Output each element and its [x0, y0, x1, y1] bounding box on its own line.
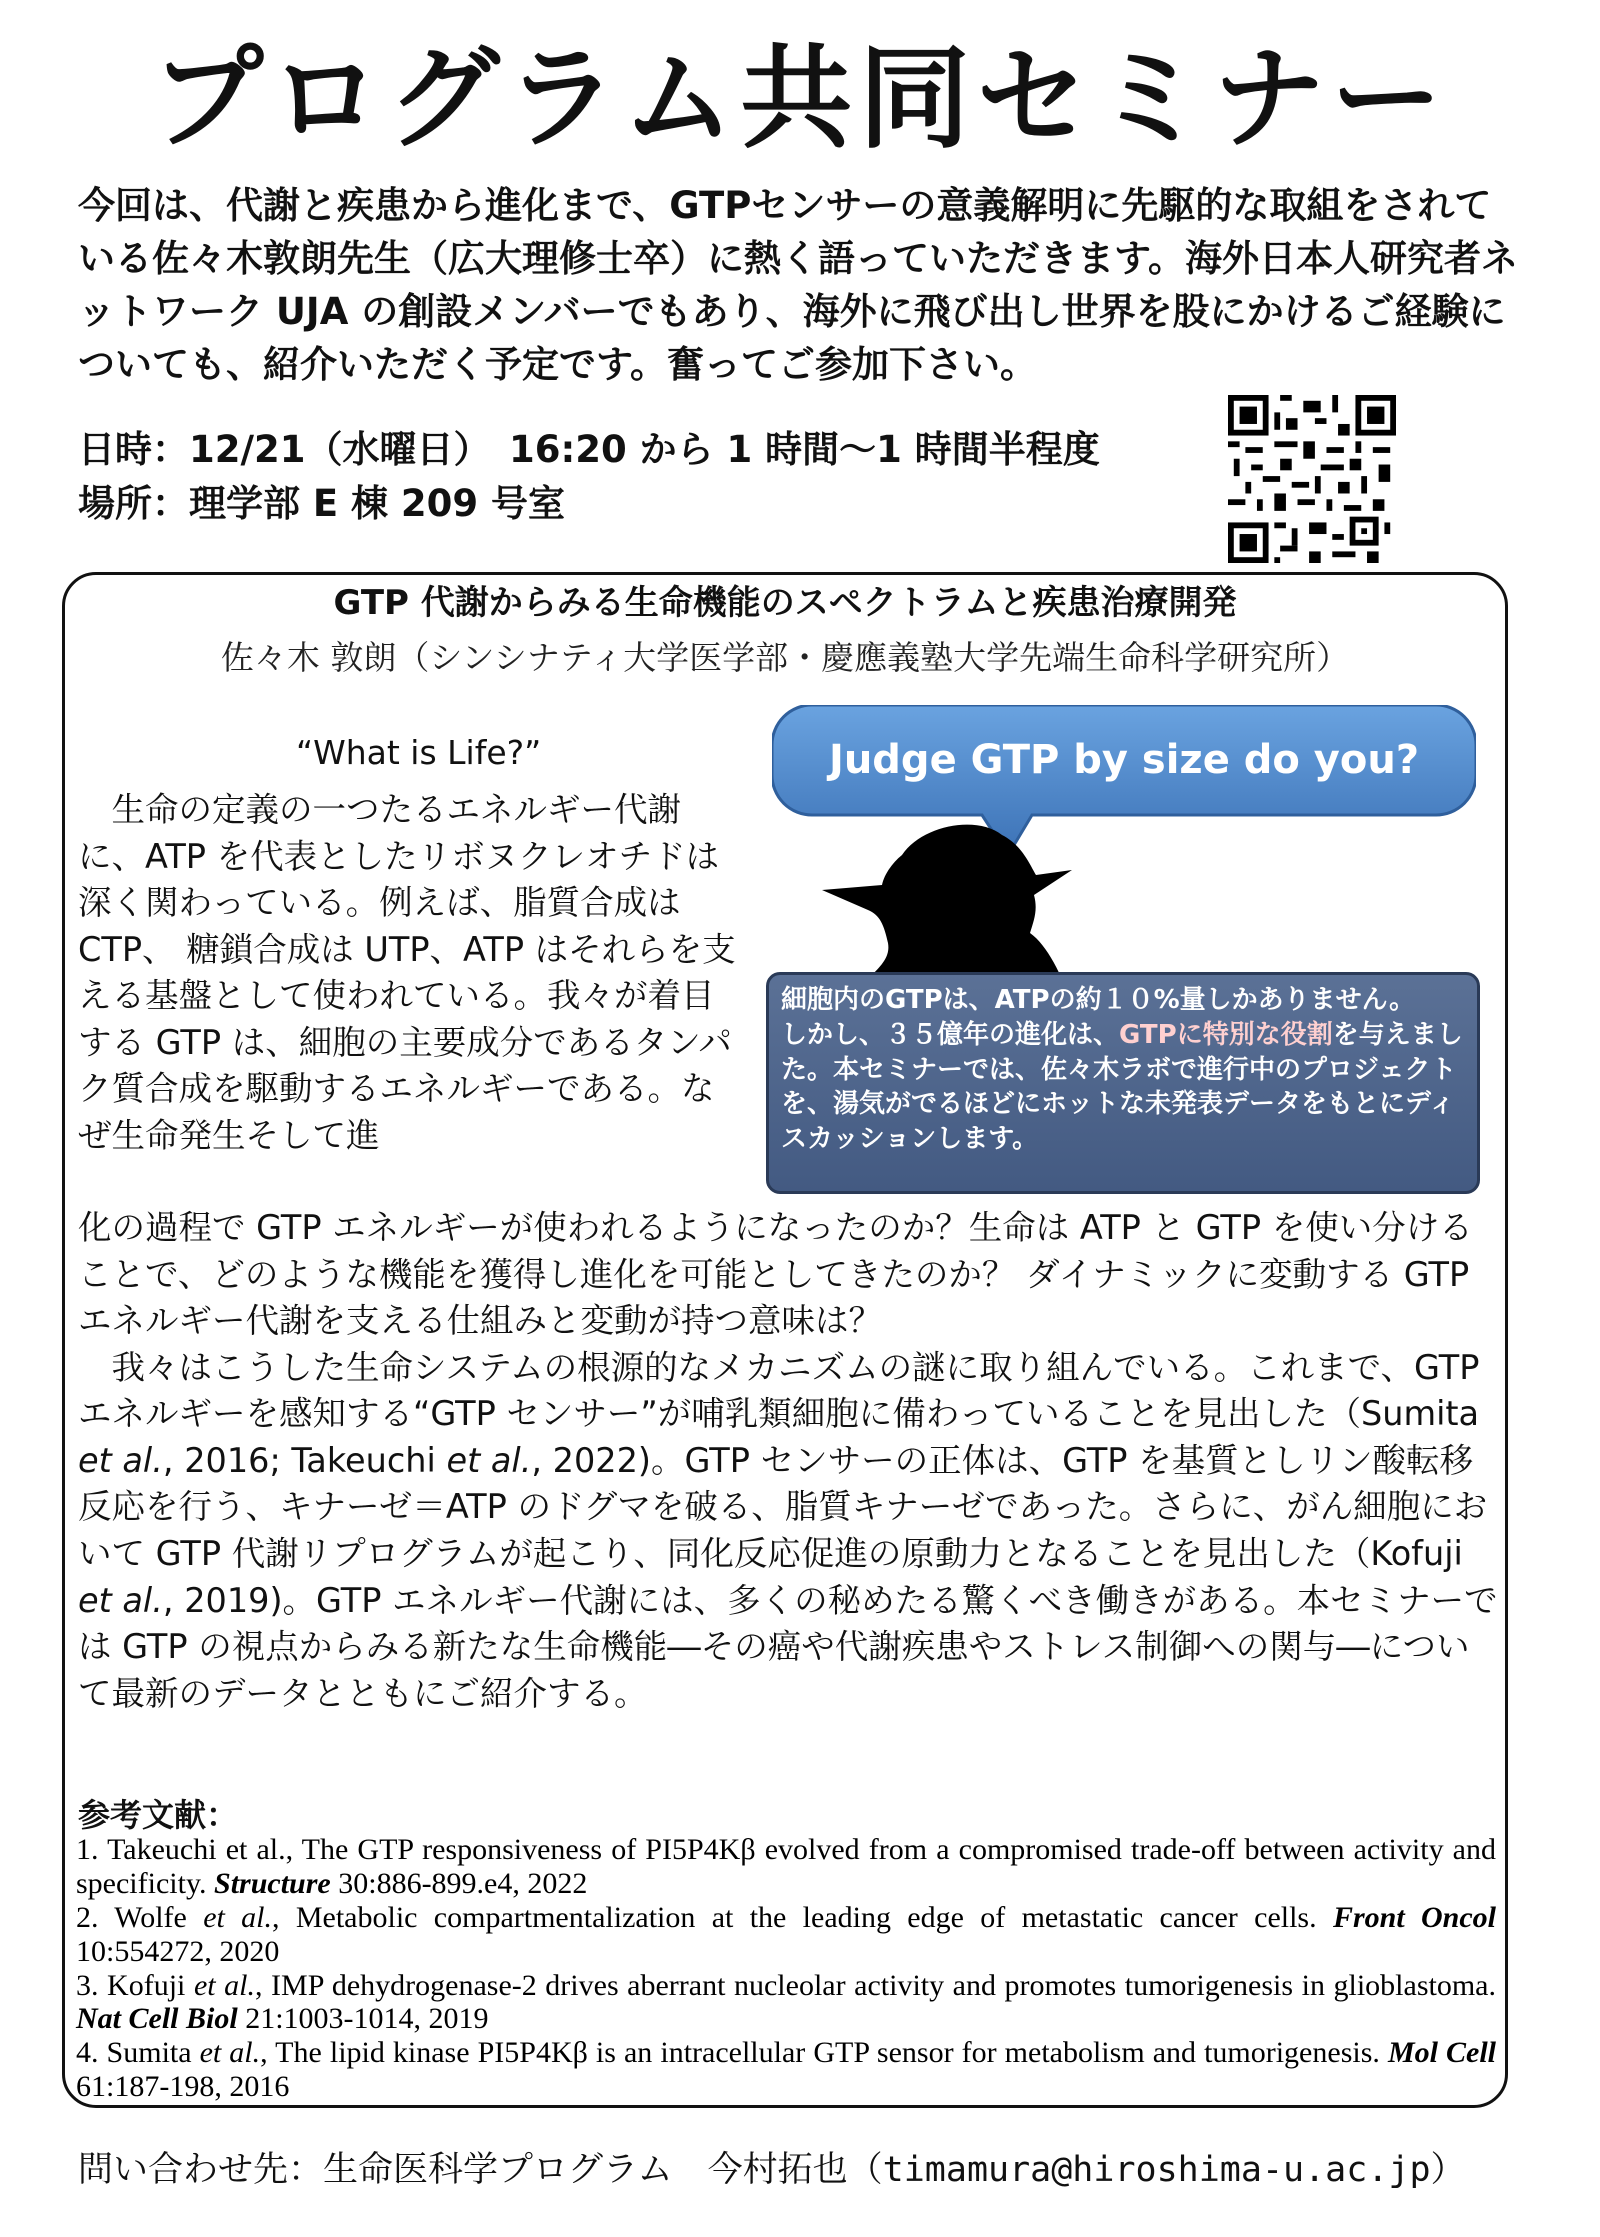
qr-code[interactable]	[1228, 395, 1396, 563]
note-line-2c: を与えました。本セミナーでは、佐々木ラボで進行中のプロジェクトを、湯気がでるほどにホットな未発表データをもとにディスカッションします。	[781, 1019, 1463, 1155]
event-venue: 場所：理学部 E 棟 209 号室	[78, 481, 566, 525]
intro-text: 今回は、代謝と疾患から進化まで、GTPセンサーの意義解明に先駆的な取組をされている佐々木敦朗先生（広大理修士卒）に熱く語っていただきます。海外日本人研究者ネットワーク UJA の創設メンバーでもあり、海外に飛び出し世界を股にかけるご経験についても、紹介いただく予定です。奮ってご参加下さい。	[78, 184, 1519, 386]
references-heading: 参考文献：	[78, 1796, 239, 1834]
event-info	[78, 423, 1100, 530]
reference-item: 3. Kofuji et al., IMP dehydrogenase-2 drives aberrant nucleolar activity and promotes tumorigenesis in glioblastoma. Nat Cell Biol 21:1003-1014, 2019	[76, 1968, 1496, 2036]
speech-bubble-text: Judge GTP by size do you?	[828, 737, 1420, 783]
event-datetime: 日時：12/21（水曜日） 16:20 から 1 時間〜1 時間半程度	[78, 428, 1100, 471]
abstract-paragraph-1: 化の過程で GTP エネルギーが使われるようになったのか？生命は ATP と GTP を使い分けることで、どのような機能を獲得し進化を可能としてきたのか？ ダイナミックに変動する GTP エネルギー代謝を支える仕組みと変動が持つ意味は？	[78, 1208, 1473, 1341]
reference-item: 1. Takeuchi et al., The GTP responsiveness of PI5P4Kβ evolved from a compromised trade-off between activity and specificity. Structure 30:886-899.e4, 2022	[76, 1833, 1496, 1900]
contact-info	[78, 2142, 1466, 2192]
reference-item: 2. Wolfe et al., Metabolic compartmentalization at the leading edge of metastatic cancer cells. Front Oncol 10:554272, 2020	[76, 1900, 1496, 1968]
info-note	[766, 972, 1480, 1194]
reference-item: 4. Sumita et al., The lipid kinase PI5P4Kβ is an intracellular GTP sensor for metabolism and tumorigenesis. Mol Cell 61:187-198, 2016	[76, 2036, 1496, 2104]
contact-email[interactable]: （timamura@hiroshima-u.ac.jp）	[847, 2150, 1466, 2190]
abstract-full-text	[78, 1205, 1498, 1717]
note-body	[781, 1018, 1465, 1157]
references-list	[76, 1833, 1496, 2104]
page-title: プログラム共同セミナー	[151, 34, 1449, 164]
note-highlight: GTPに特別な役割	[1119, 1019, 1333, 1050]
note-line-2a: しかし、３５億年の進化は、	[781, 1019, 1120, 1050]
abstract-column-text: 生命の定義の一つたるエネルギー代謝に、ATP を代表としたリボヌクレオチドは深く関わっている。例えば、脂質合成は CTP、 糖鎖合成は UTP、ATP はそれらを支える基盤として使われている。我々が着目する GTP は、細胞の主要成分であるタンパク質合成を駆動するエネルギーである。なぜ生命発生そして進	[78, 790, 736, 1155]
contact-label: 問い合わせ先：生命医科学プログラム 今村拓也	[78, 2150, 848, 2190]
note-line-1: 細胞内のGTPは、ATPの約１０%量しかありません。	[781, 985, 1416, 1015]
abstract-paragraph-2: 我々はこうした生命システムの根源的なメカニズムの謎に取り組んでいる。これまで、GTP エネルギーを感知する“GTP センサー”が哺乳類細胞に備わっていることを見出した（Sumita et al., 2016; Takeuchi et al., 2022)。GTP センサーの正体は、GTP を基質としリン酸転移反応を行う、キナーゼ＝ATP のドグマを破る、脂質キナーゼであった。さらに、がん細胞において GTP 代謝リプログラムが起こり、同化反応促進の原動力となることを見出した（Kofuji et al., 2019)。GTP エネルギー代謝には、多くの秘めたる驚くべき働きがある。本セミナーでは GTP の視点からみる新たな生命機能―その癌や代謝疾患やストレス制御への関与―について最新のデータとともにご紹介する。	[78, 1347, 1498, 1713]
talk-title: GTP 代謝からみる生命機能のスペクトラムと疾患治療開発	[333, 583, 1237, 623]
what-is-life-heading: “What is Life?”	[296, 733, 542, 772]
speaker: 佐々木 敦朗（シンシナティ大学医学部・慶應義塾大学先端生命科学研究所）	[220, 638, 1350, 677]
